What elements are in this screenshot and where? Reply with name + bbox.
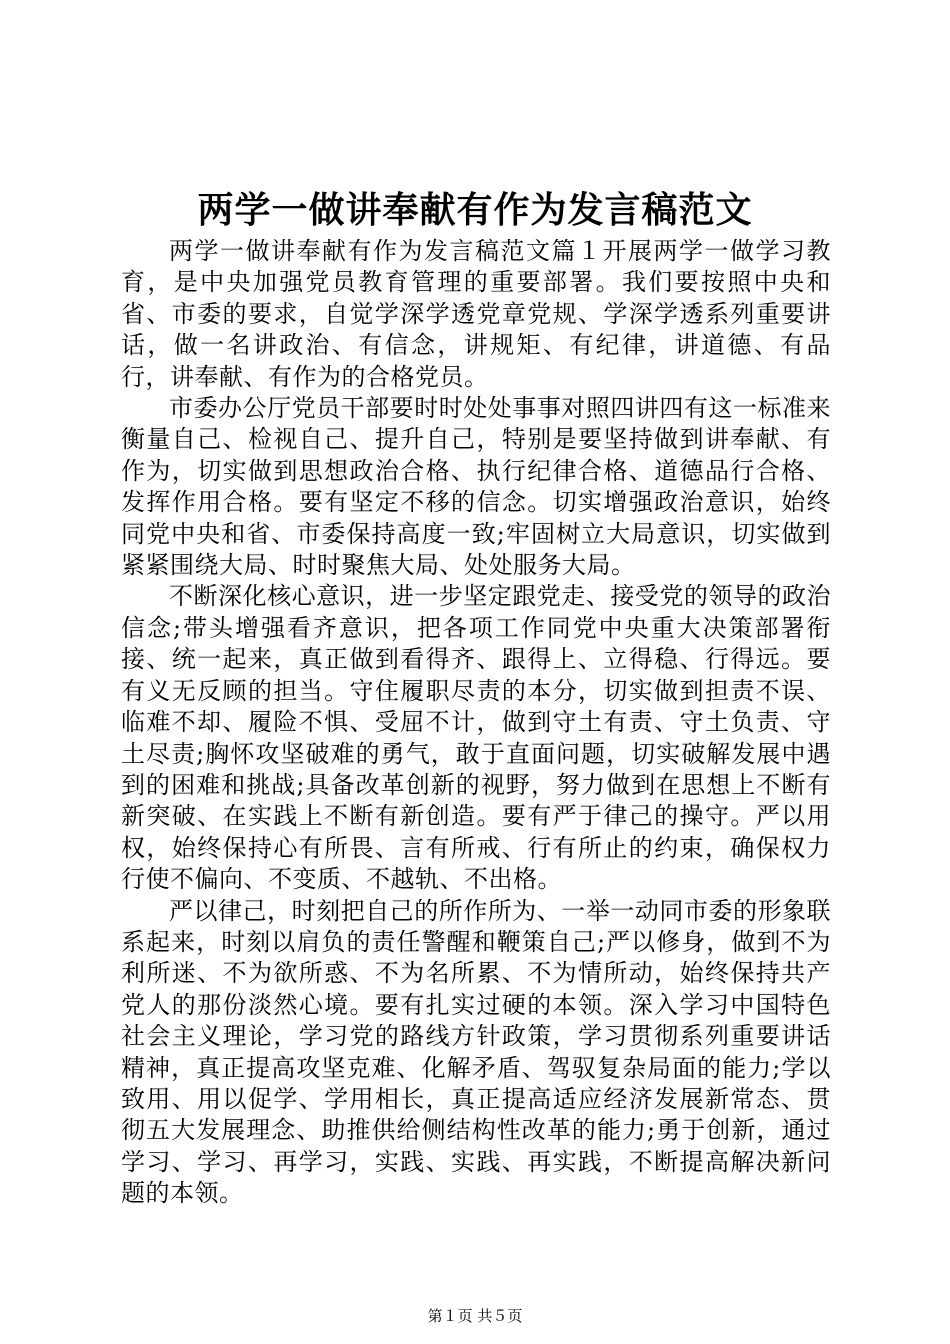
paragraph-4: 严以律己，时刻把自己的所作所为、一举一动同市委的形象联系起来，时刻以肩负的责任警醒和鞭策自己;严以修身，做到不为利所迷、不为欲所惑、不为名所累、不为情所动，始终保持共产党人的那份淡然心境。要有扎实过硬的本领。深入学习中国特色社会主义理论，学习党的路线方针政策，学习贯彻系列重要讲话精神，真正提高攻坚克难、化解矛盾、驾驭复杂局面的能力;学以致用、用以促学、学用相长，真正提高适应经济发展新常态、贯彻五大发展理念、助推供给侧结构性改革的能力;勇于创新，通过学习、学习、再学习，实践、实践、再实践，不断提高解决新问题的本领。 [121,896,831,1208]
document-body [121,236,831,1210]
document-title: 两学一做讲奉献有作为发言稿范文 [197,189,753,231]
paragraph-1: 两学一做讲奉献有作为发言稿范文篇１开展两学一做学习教育，是中央加强党员教育管理的重要部署。我们要按照中央和省、市委的要求，自觉学深学透党章党规、学深学透系列重要讲话，做一名讲政治、有信念，讲规矩、有纪律，讲道德、有品行，讲奉献、有作为的合格党员。 [121,237,831,391]
page-number-footer: 第１页 共５页 [427,1307,523,1325]
paragraph-3: 不断深化核心意识，进一步坚定跟党走、接受党的领导的政治信念;带头增强看齐意识，把各项工作同党中央重大决策部署衔接、统一起来，真正做到看得齐、跟得上、立得稳、行得远。要有义无反顾的担当。守住履职尽责的本分，切实做到担责不误、临难不却、履险不惧、受屈不计，做到守土有责、守土负责、守土尽责;胸怀攻坚破难的勇气，敢于直面问题，切实破解发展中遇到的困难和挑战;具备改革创新的视野，努力做到在思想上不断有新突破、在实践上不断有新创造。要有严于律己的操守。严以用权，始终保持心有所畏、言有所戒、行有所止的约束，确保权力行使不偏向、不变质、不越轨、不出格。 [121,582,831,894]
paragraph-2: 市委办公厅党员干部要时时处处事事对照四讲四有这一标准来衡量自己、检视自己、提升自己，特别是要坚持做到讲奉献、有作为，切实做到思想政治合格、执行纪律合格、道德品行合格、发挥作用合格。要有坚定不移的信念。切实增强政治意识，始终同党中央和省、市委保持高度一致;牢固树立大局意识，切实做到紧紧围绕大局、时时聚焦大局、处处服务大局。 [121,394,831,580]
